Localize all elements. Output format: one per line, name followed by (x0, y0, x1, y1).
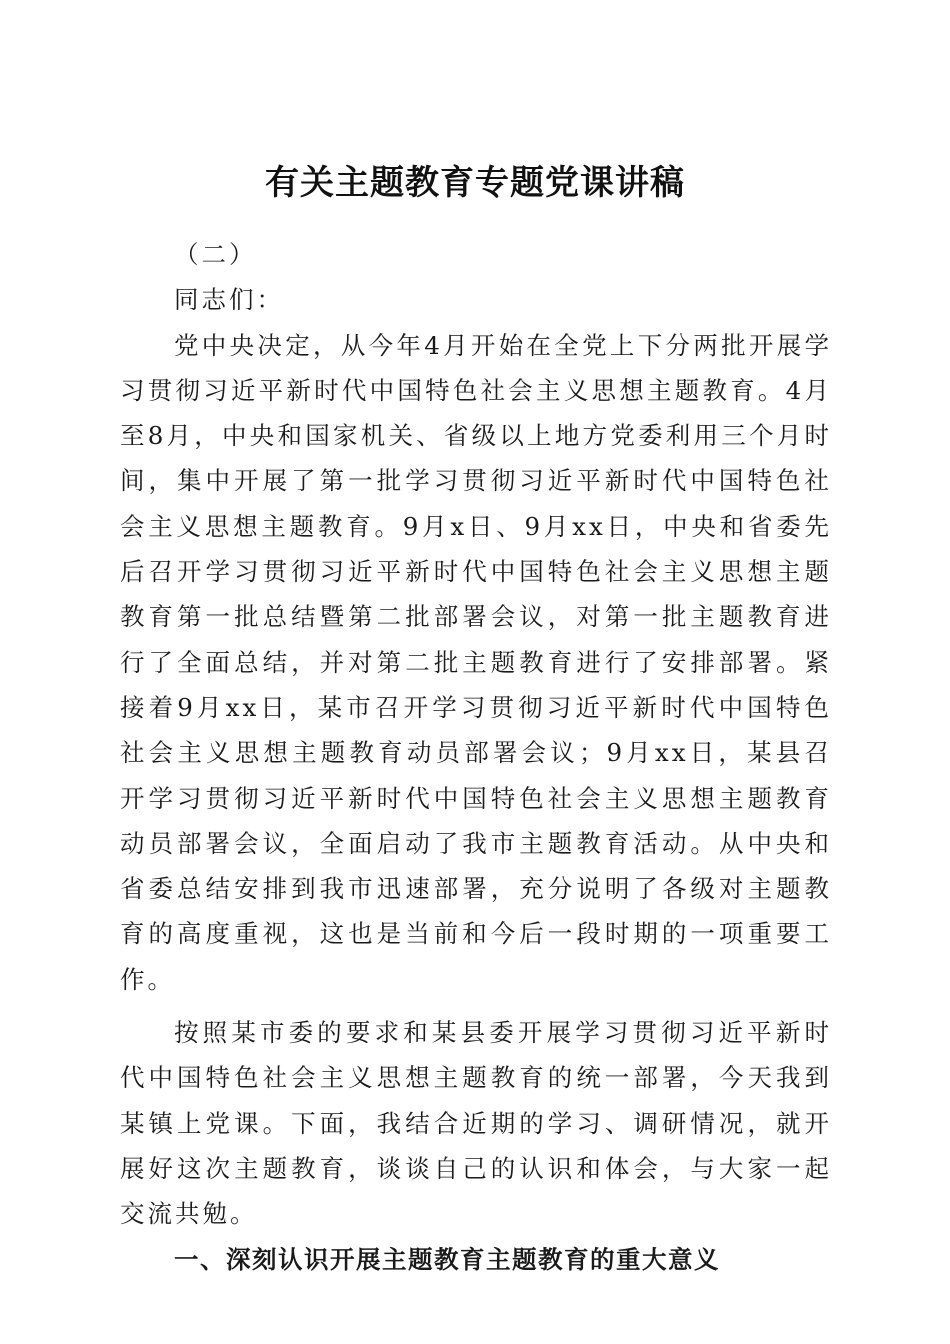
part-label: （二） (174, 240, 257, 269)
body-paragraph-2: 按照某市委的要求和某县委开展学习贯彻习近平新时代中国特色社会主义思想主题教育的统一部署，今天我到某镇上党课。下面，我结合近期的学习、调研情况，就开展好这次主题教育，谈谈自己的认识和体会，与大家一起交流共勉。 (120, 1018, 832, 1229)
document-body (120, 232, 832, 1282)
body-paragraph-1: 党中央决定，从今年4月开始在全党上下分两批开展学习贯彻习近平新时代中国特色社会主义思想主题教育。4月至8月，中央和国家机关、省级以上地方党委利用三个月时间，集中开展了第一批学习贯彻习近平新时代中国特色社会主义思想主题教育。9月x日、9月xx日，中央和省委先后召开学习贯彻习近平新时代中国特色社会主义思想主题教育第一批总结暨第二批部署会议，对第一批主题教育进行了全面总结，并对第二批主题教育进行了安排部署。紧接着9月xx日，某市召开学习贯彻习近平新时代中国特色社会主义思想主题教育动员部署会议；9月xx日，某县召开学习贯彻习近平新时代中国特色社会主义思想主题教育动员部署会议，全面启动了我市主题教育活动。从中央和省委总结安排到我市迅速部署，充分说明了各级对主题教育的高度重视，这也是当前和今后一段时期的一项重要工作。 (120, 330, 832, 994)
section-heading-1: 一、深刻认识开展主题教育主题教育的重大意义 (174, 1244, 720, 1274)
salutation: 同志们： (174, 285, 284, 315)
document-title: 有关主题教育专题党课讲稿 (265, 162, 685, 203)
